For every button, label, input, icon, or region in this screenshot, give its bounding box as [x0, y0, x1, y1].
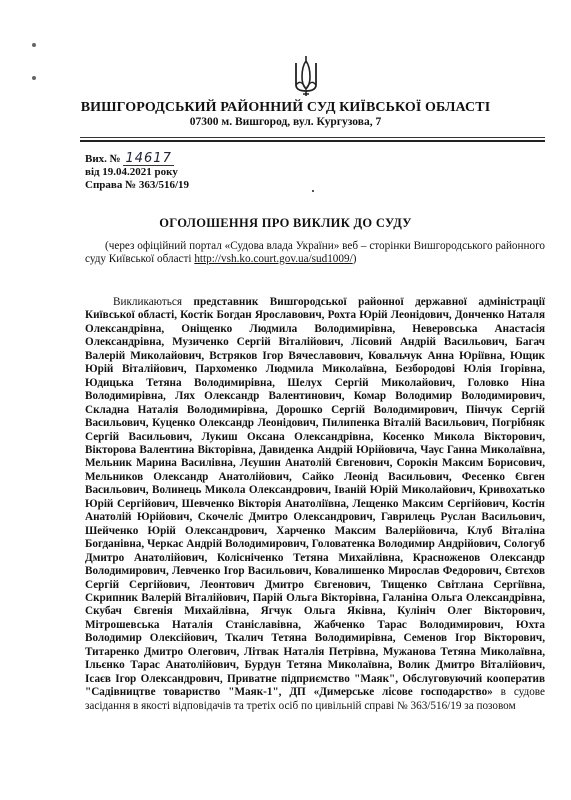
reference-block: [85, 152, 189, 192]
intro-text: (через офіційний портал «Судова влада України» веб – сторінки Вишгородського районного суду Київської області: [85, 240, 545, 265]
intro-paragraph: [85, 240, 545, 266]
summons-lead: Викликаються: [113, 296, 194, 308]
summons-paragraph: [85, 296, 545, 713]
court-address: 07300 м. Вишгород, вул. Кургузова, 7: [189, 116, 382, 128]
outgoing-number: 14617: [125, 151, 172, 166]
margin-mark: [32, 76, 36, 80]
court-name: ВИШГОРОДСЬКИЙ РАЙОННИЙ СУД КИЇВСЬКОЇ ОБЛАСТІ: [80, 100, 491, 115]
reference-date: від 19.04.2021 року: [85, 166, 178, 178]
header-divider: [80, 140, 545, 142]
court-website-link[interactable]: http://vsh.ko.court.gov.ua/sud1009/: [194, 253, 353, 265]
intro-closing: ): [352, 253, 357, 265]
document-title: ОГОЛОШЕННЯ ПРО ВИКЛИК ДО СУДУ: [159, 216, 412, 230]
coat-of-arms-icon: [293, 55, 319, 97]
outgoing-number-label: Вих. №: [85, 153, 124, 165]
header-divider: [80, 137, 545, 138]
case-number: Справа № 363/516/19: [85, 179, 190, 191]
summoned-parties: представник Вишгородської районної державної адміністрації Київської області, Костік Богдан Ярославович, Рохта Юрій Леонідович, Донченко Наталя Олександрівна, Оніщенко Людмила Володимирівна, Неверовська Анастасія Олександрівна, Музиченко Сергій Віталійович, Лісовий Андрій Васильович, Багач Валерій Миколайович, Встряков Ігор Вячеславович, Ковальчук Анна Юріївна, Ющик Юрій Віталійович, Пархоменко Людмила Миколаївна, Безбородові Юлія Ігорівна, Юдицька Тетяна Володимирівна, Шелух Сергій Миколайович, Головко Ніна Володимирівна, Лях Олександр Валентинович, Комар Володимир Володимирович, Складна Наталія Володимирівна, Дорошко Сергій Володимирович, Пінчук Сергій Васильович, Куценко Олександр Леонідович, Пилипенка Віталій Васильович, Погрібняк Сергій Васильович, Лукиш Оксана Олександрівна, Косенко Микола Вікторович, Вікторова Валентина Вікторівна, Давиденка Андрій Юрійовича, Чаус Ганна Миколаївна, Мельник Марина Василівна, Лєушин Анатолій Євгенович, Сорокін Максим Борисович, Мельников Олександр Анатолійович, Сайко Леонід Васильович, Фесенко Євген Васильович, Волинець Микола Олександрович, Іваній Юрій Миколайович, Кривохатько Юрій Сергійович, Шевченко Вікторія Анатоліївна, Лещенко Максим Сергійович, Костін Анатолій Юрійович, Скочеліс Дмитро Олександрович, Гаврилець Руслан Васильович, Шейченко Юрій Олександрович, Харченко Максим Валерійовича, Клуб Віталіна Богданівна, Черкас Андрій Володимирович, Головатенка Володимир Андрійович, Сологуб Дмитро Анатолійович, Колісніченко Тетяна Михайлівна, Красноженов Олександр Володимирович, Левченко Ігор Васильович, Ковалишенко Мирослав Федорович, Євтєхов Сергій Сергійович, Леонтович Дмитро Євгенович, Тищенко Світлана Сергіївна, Скрипник Валерій Віталійович, Парій Ольга Вікторівна, Галаніна Ольга Олександрівна, Скубач Євгенія Михайлівна, Ягчук Ольга Яківна, Кулініч Олег Вікторович, Мітрошевська Наталія Станіславівна, Жабченко Тарас Володимирович, Юхта Володимир Олексійович, Ткалич Тетяна Володимирівна, Семенов Ігор Вікторович, Титаренко Дмитро Олегович, Літвак Наталія Петрівна, Мужанова Тетяна Миколаївна, Ільєнко Тарас Анатолійович, Бурдун Тетяна Миколаївна, Волик Дмитро Віталійович, Ісаєв Ігор Олександрович, Приватне підприємство "Маяк", Обслуговуючий кооператив "Садівництве товариство "Маяк-1", ДП «Димерське лісове господарство»: [85, 296, 545, 699]
summons-tail: в судове засідання в якості відповідачів та третіх осіб по цивільній справі № 363/516/19 за позовом: [85, 686, 545, 712]
page-dot: [312, 190, 314, 192]
margin-mark: [32, 43, 36, 47]
